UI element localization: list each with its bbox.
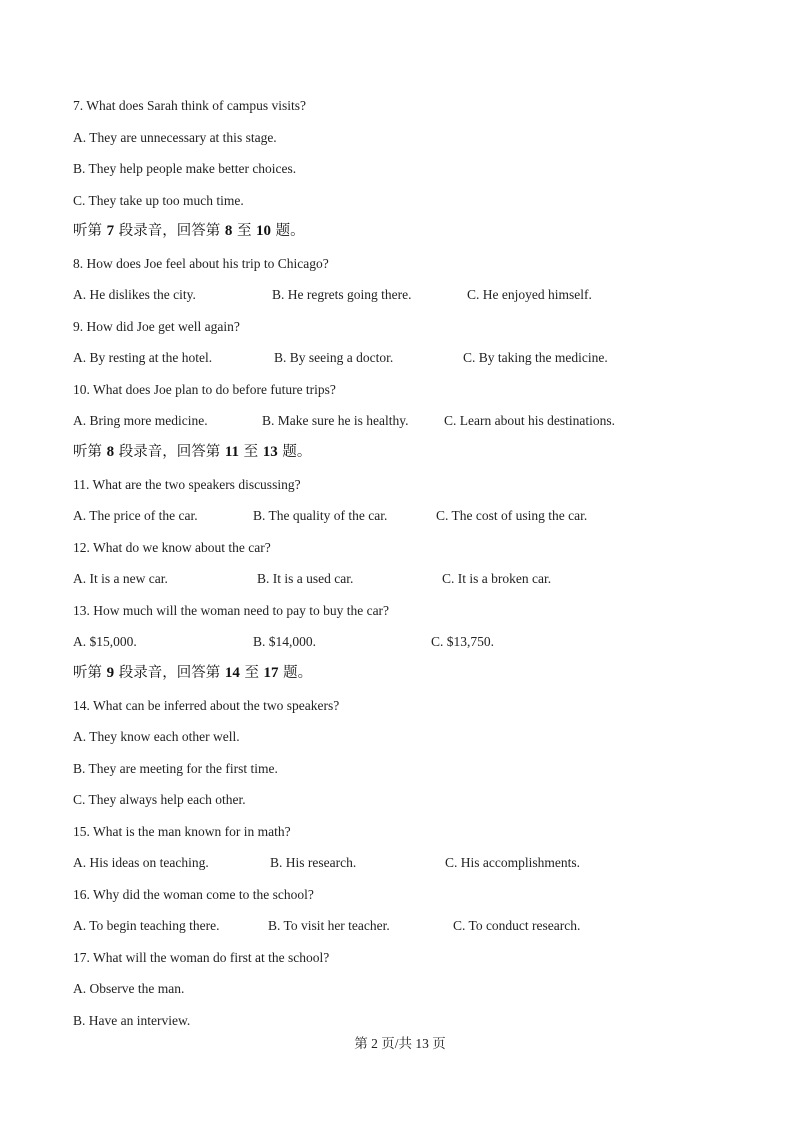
question-16-option-a: A. To begin teaching there. xyxy=(73,918,220,933)
section-suffix: 题。 xyxy=(275,223,305,239)
question-11-stem: 11. What are the two speakers discussing? xyxy=(73,477,301,492)
question-12-option-a: A. It is a new car. xyxy=(73,571,168,586)
question-8-options xyxy=(73,286,773,304)
section-mid: 段录音，回答第 xyxy=(118,665,221,681)
section-to-word: 至 xyxy=(236,223,252,239)
question-17-option-b: B. Have an interview. xyxy=(73,1013,191,1028)
question-12-stem: 12. What do we know about the car? xyxy=(73,540,271,555)
question-9-option-a: A. By resting at the hotel. xyxy=(73,350,213,365)
section-to-word: 至 xyxy=(244,665,259,681)
question-11-option-b: B. The quality of the car. xyxy=(253,508,388,523)
question-10-options xyxy=(73,412,773,430)
question-8-stem: 8. How does Joe feel about his trip to Chicago? xyxy=(73,256,329,271)
question-13-stem: 13. How much will the woman need to pay to buy the car? xyxy=(73,603,390,618)
question-15-option-b: B. His research. xyxy=(270,855,357,870)
section-heading-7 xyxy=(73,222,305,240)
question-15-option-a: A. His ideas on teaching. xyxy=(73,855,209,870)
question-10-option-a: A. Bring more medicine. xyxy=(73,413,208,428)
question-12-option-c: C. It is a broken car. xyxy=(442,571,552,586)
section-mid: 段录音，回答第 xyxy=(118,444,221,460)
section-suffix: 题。 xyxy=(282,444,312,460)
section-to: 13 xyxy=(262,444,278,460)
question-14-stem: 14. What can be inferred about the two speakers? xyxy=(73,698,340,713)
section-prefix: 听第 xyxy=(73,665,102,681)
section-from: 8 xyxy=(224,223,233,239)
question-11-option-c: C. The cost of using the car. xyxy=(436,508,588,523)
question-17-option-a: A. Observe the man. xyxy=(73,981,185,996)
section-from: 11 xyxy=(224,444,240,460)
question-11-option-a: A. The price of the car. xyxy=(73,508,198,523)
section-to-word: 至 xyxy=(243,444,259,460)
question-9-option-b: B. By seeing a doctor. xyxy=(274,350,394,365)
question-10-option-c: C. Learn about his destinations. xyxy=(444,413,615,428)
question-13-option-c: C. $13,750. xyxy=(431,634,495,649)
section-suffix: 题。 xyxy=(283,665,313,681)
question-16-option-c: C. To conduct research. xyxy=(453,918,581,933)
question-17-stem: 17. What will the woman do first at the school? xyxy=(73,950,330,965)
section-to: 17 xyxy=(263,665,279,681)
section-heading-9 xyxy=(73,664,312,682)
question-11-options xyxy=(73,507,773,525)
question-16-options xyxy=(73,917,773,935)
question-15-stem: 15. What is the man known for in math? xyxy=(73,824,291,839)
question-8-option-b: B. He regrets going there. xyxy=(272,287,412,302)
question-7-option-c: C. They take up too much time. xyxy=(73,193,244,208)
question-9-stem: 9. How did Joe get well again? xyxy=(73,319,240,334)
section-to: 10 xyxy=(256,223,272,239)
section-number: 8 xyxy=(106,444,115,460)
section-number: 9 xyxy=(106,665,115,681)
question-9-option-c: C. By taking the medicine. xyxy=(463,350,608,365)
section-prefix: 听第 xyxy=(73,444,102,460)
section-from: 14 xyxy=(224,665,240,681)
question-12-options xyxy=(73,570,773,588)
question-7-stem: 7. What does Sarah think of campus visits? xyxy=(73,98,306,113)
question-16-option-b: B. To visit her teacher. xyxy=(268,918,390,933)
question-14-option-c: C. They always help each other. xyxy=(73,792,246,807)
section-number: 7 xyxy=(106,223,115,239)
section-heading-8 xyxy=(73,443,311,461)
question-13-option-a: A. $15,000. xyxy=(73,634,137,649)
section-mid: 段录音，回答第 xyxy=(118,223,221,239)
question-7-option-a: A. They are unnecessary at this stage. xyxy=(73,130,277,145)
question-8-option-c: C. He enjoyed himself. xyxy=(467,287,592,302)
question-13-options xyxy=(73,633,773,651)
question-8-option-a: A. He dislikes the city. xyxy=(73,287,196,302)
question-16-stem: 16. Why did the woman come to the school? xyxy=(73,887,314,902)
question-9-options xyxy=(73,349,773,367)
section-prefix: 听第 xyxy=(73,223,102,239)
page-footer: 第 2 页/共 13 页 xyxy=(354,1036,446,1051)
question-14-option-a: A. They know each other well. xyxy=(73,729,240,744)
question-7-option-b: B. They help people make better choices. xyxy=(73,161,297,176)
question-10-option-b: B. Make sure he is healthy. xyxy=(262,413,409,428)
question-15-options xyxy=(73,854,773,872)
question-13-option-b: B. $14,000. xyxy=(253,634,317,649)
question-15-option-c: C. His accomplishments. xyxy=(445,855,580,870)
question-10-stem: 10. What does Joe plan to do before future trips? xyxy=(73,382,336,397)
question-14-option-b: B. They are meeting for the first time. xyxy=(73,761,278,776)
question-12-option-b: B. It is a used car. xyxy=(257,571,354,586)
